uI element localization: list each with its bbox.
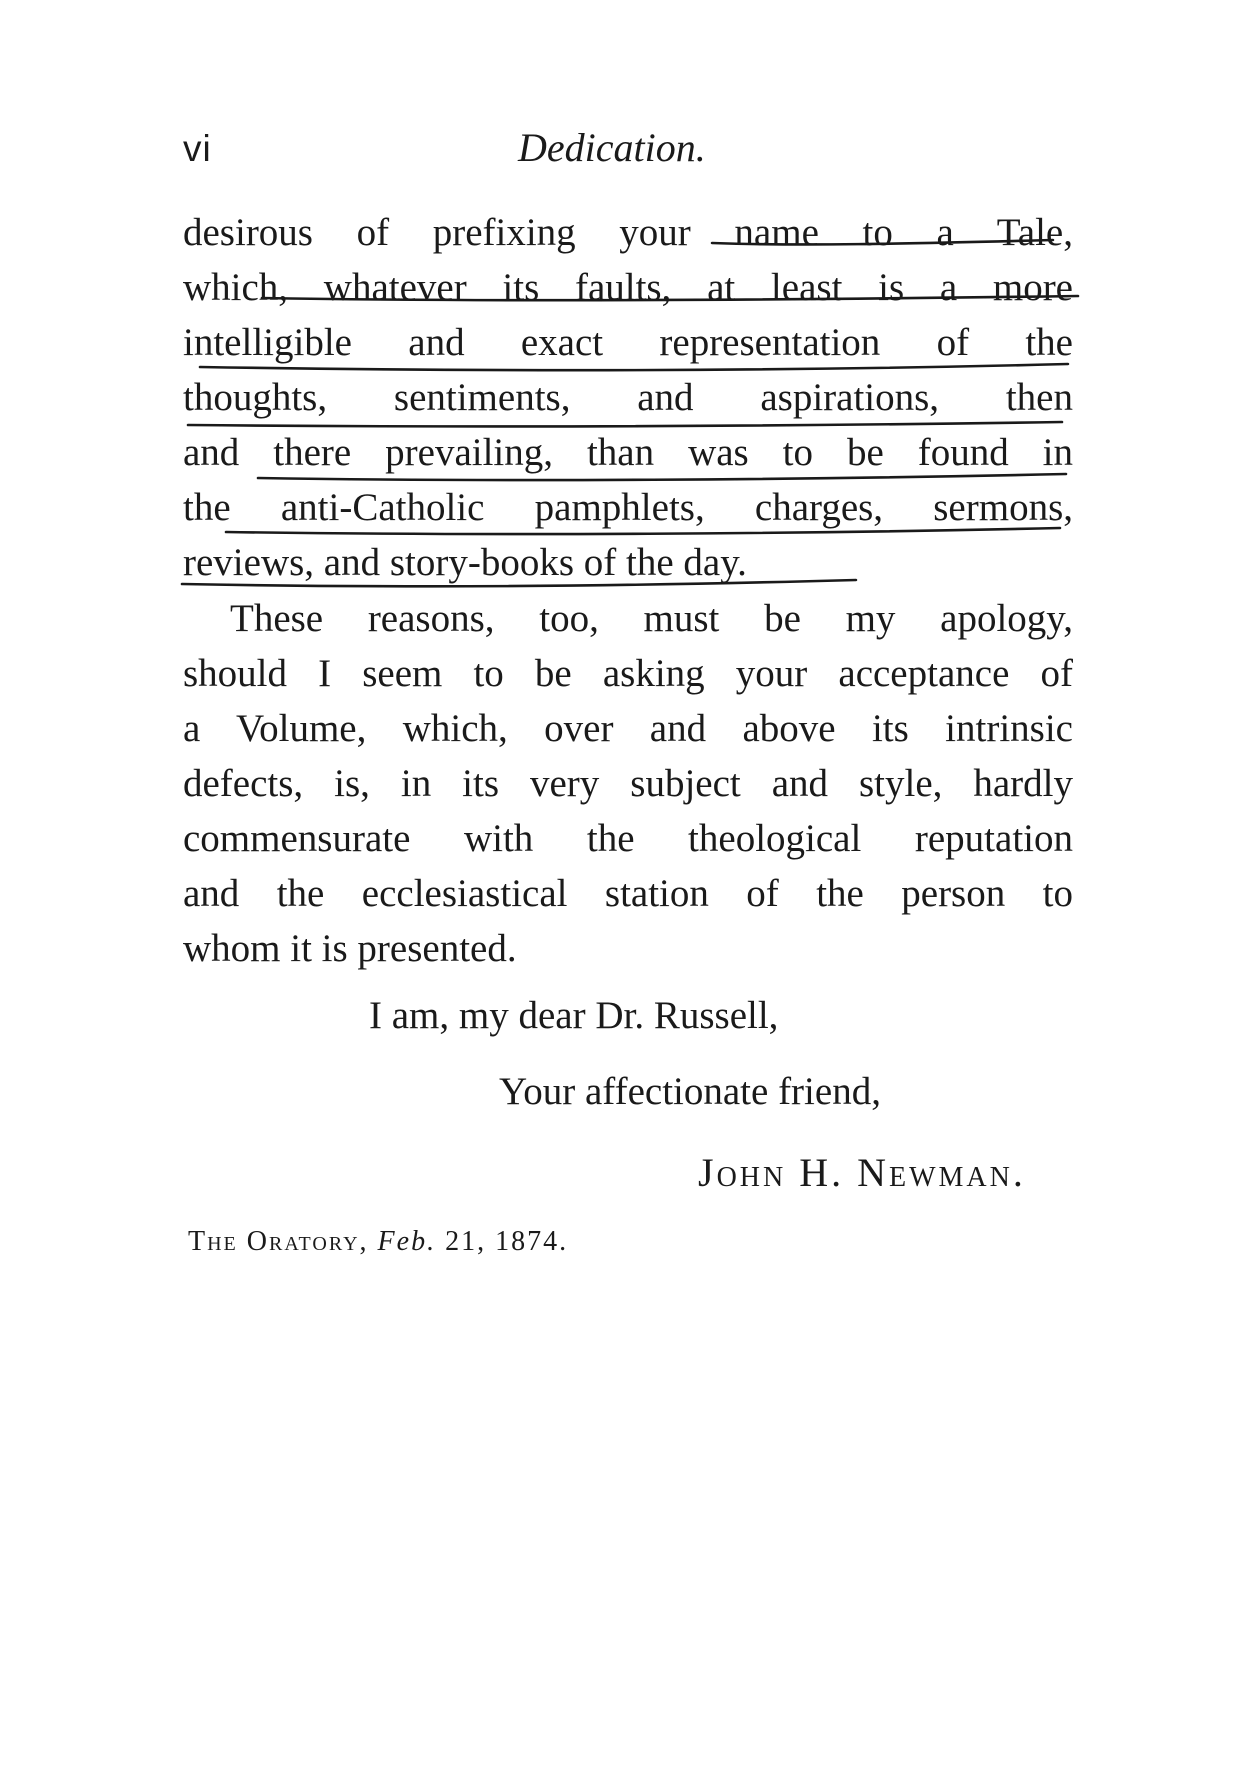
text-line: intelligible and exact representation of the (183, 321, 1073, 364)
text-line: reviews, and story-books of the day. (183, 541, 747, 584)
page-number: vi (183, 128, 212, 169)
text-line: defects, is, in its very subject and style, hardly (183, 762, 1073, 805)
text-line: a Volume, which, over and above its intrinsic (183, 707, 1073, 750)
text-line: desirous of prefixing your name to a Tale, (183, 211, 1073, 254)
text-line: and the ecclesiastical station of the person to (183, 872, 1073, 915)
text-line: should I seem to be asking your acceptance of (183, 652, 1073, 695)
paragraph-1 (183, 205, 1073, 590)
text-line: and there prevailing, than was to be found in (183, 431, 1073, 474)
place-and-date (188, 1226, 568, 1258)
text-line: thoughts, sentiments, and aspirations, then (183, 376, 1073, 419)
signature: John H. Newman. (698, 1150, 1026, 1195)
running-title: Dedication. (518, 125, 706, 170)
salutation: I am, my dear Dr. Russell, (369, 994, 779, 1037)
text-line: the anti-Catholic pamphlets, charges, sermons, (183, 486, 1073, 529)
text-line: whom it is presented. (183, 927, 517, 970)
place: The Oratory, (188, 1226, 369, 1257)
valediction: Your affectionate friend, (499, 1070, 881, 1113)
date-month: Feb. (377, 1226, 437, 1257)
paragraph-2 (183, 591, 1073, 976)
text-line: These reasons, too, must be my apology, (230, 597, 1073, 640)
date-rest: 21, 1874. (445, 1226, 569, 1257)
page-header (183, 125, 1073, 178)
text-line: which, whatever its faults, at least is a more (183, 266, 1073, 309)
text-line: commensurate with the theological reputation (183, 817, 1073, 860)
